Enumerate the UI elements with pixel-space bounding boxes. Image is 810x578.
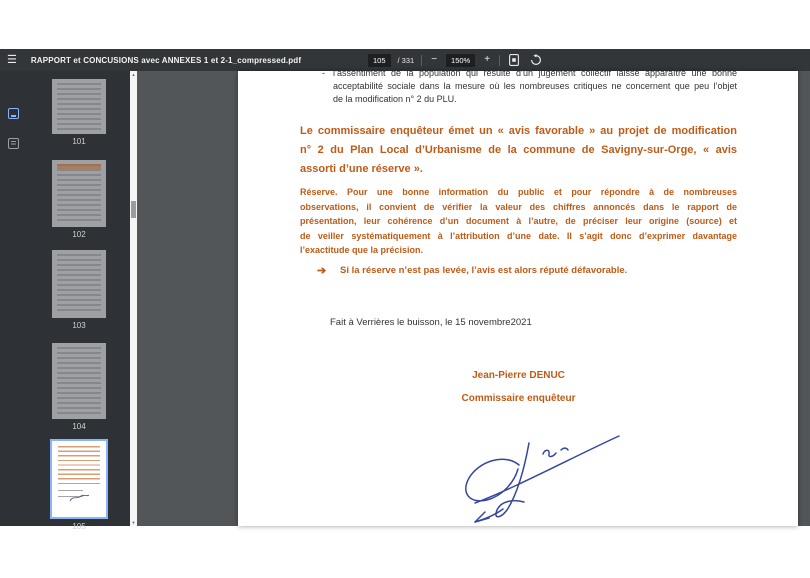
page-total-label: / 331 [397, 55, 415, 65]
warning-text: Si la réserve n’est pas levée, l’avis est alors réputé défavorable. [340, 265, 628, 276]
arrow-icon: ➔ [317, 265, 327, 277]
thumbnail-page-105[interactable] [50, 439, 108, 519]
thumbnails-view-icon[interactable] [8, 108, 19, 119]
text-line: acceptabilité sociale dans la mesure où les nombreuses critiques ne concernent que peu l’objet [333, 81, 737, 91]
outline-view-icon[interactable] [8, 138, 19, 149]
thumbnail-label: 103 [72, 321, 86, 330]
thumbnail-page-content [57, 254, 101, 314]
text-line: Réserve. Pour une bonne information du public et pour répondre à de nombreuses [300, 187, 737, 197]
sidebar-scrollbar[interactable] [130, 71, 137, 526]
toolbar-divider [499, 55, 500, 66]
text-line: n° 2 du Plan Local d’Urbanisme de la commune de Savigny-sur-Orge, « avis [300, 144, 737, 156]
document-viewport[interactable] [137, 68, 810, 526]
text-line: de veiller systématiquement à l’attribution d’une date. Il s’agit donc d’exprimer davantage [300, 230, 737, 241]
thumbnail-signature-mark [68, 493, 90, 503]
thumbnail-page-content [57, 164, 101, 223]
scroll-up-icon[interactable]: ▲ [131, 72, 136, 77]
fit-page-icon[interactable] [507, 54, 521, 66]
text-line: l’exactitude que la précision. [300, 245, 424, 255]
zoom-in-button[interactable]: + [484, 54, 491, 65]
thumbnail-label: 102 [72, 230, 86, 239]
text-line: l’assentiment de la population qui résulte d’un jugement collectif laisse apparaître une bonne [333, 68, 737, 78]
text-line: de la modification n° 2 du PLU. [333, 94, 457, 104]
thumbnail-item[interactable] [52, 239, 106, 330]
sidebar-rail [0, 71, 28, 526]
text-line: assorti d’une réserve ». [300, 163, 423, 175]
text-line: présentation, leur cohérence d’un document à l’autre, de préciser leur origine (source) et [300, 216, 737, 226]
bullet-text [333, 67, 737, 106]
thumbnail-page-content [57, 83, 101, 130]
text-line: observations, il convient de vérifier la valeur des chiffres annoncés dans le rapport de [300, 201, 737, 212]
thumbnail-page-103[interactable] [52, 250, 106, 318]
dateline: Fait à Verrières le buisson, le 15 novembre2021 [330, 317, 532, 328]
toolbar-divider [421, 55, 422, 66]
reserve-warning [317, 265, 627, 276]
pdf-page-105 [238, 68, 798, 526]
pdf-viewer [0, 49, 810, 531]
scrollbar-thumb[interactable] [131, 201, 136, 218]
signatory-title: Commissaire enquêteur [461, 393, 576, 404]
conclusion-statement [300, 122, 737, 179]
thumbnail-panel [28, 71, 130, 531]
thumbnail-item[interactable] [52, 71, 106, 146]
thumbnail-page-102[interactable] [52, 160, 106, 227]
thumbnail-item-selected[interactable] [50, 431, 108, 531]
text-line: Le commissaire enquêteur émet un « avis favorable » au projet de modification [300, 125, 737, 137]
bullet-paragraph [322, 67, 737, 106]
reserve-paragraph [300, 185, 737, 258]
zoom-level-input[interactable]: 150% [446, 54, 475, 67]
document-title: RAPPORT et CONCUSIONS avec ANNEXES 1 et 2-1_compressed.pdf [30, 55, 302, 65]
scroll-down-icon[interactable]: ▼ [131, 520, 136, 525]
thumbnail-page-104[interactable] [52, 343, 106, 419]
thumbnail-item[interactable] [52, 146, 106, 239]
page-number-input[interactable]: 105 [368, 54, 391, 67]
menu-icon[interactable]: ☰ [7, 53, 17, 66]
signature-image [455, 423, 625, 523]
signatory-name: Jean-Pierre DENUC [472, 370, 565, 381]
zoom-out-button[interactable]: − [431, 54, 438, 65]
viewer-body [0, 68, 810, 531]
thumbnail-page-content [57, 347, 101, 415]
rotate-icon[interactable] [528, 54, 544, 66]
thumbnail-label: 101 [72, 137, 86, 146]
bullet-dash: - [322, 68, 325, 78]
thumbnail-item[interactable] [52, 330, 106, 431]
thumbnail-label: 105 [72, 522, 86, 531]
thumbnail-page-101[interactable] [52, 79, 106, 134]
thumbnail-label: 104 [72, 422, 86, 431]
